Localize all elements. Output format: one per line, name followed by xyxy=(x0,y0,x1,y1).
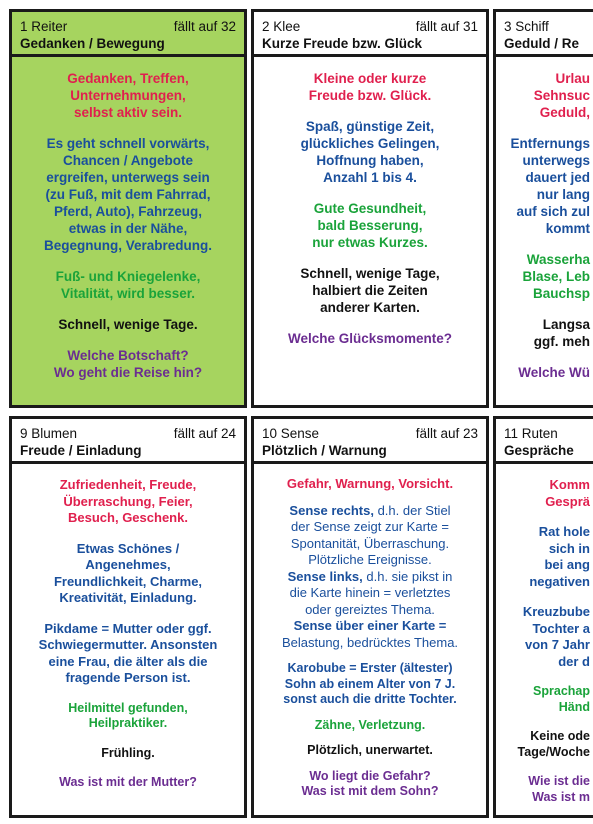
card-text-purple: Welche Wü xyxy=(518,365,590,380)
card-text-blue: Entfernungs unterwegs dauert jed nur lang auf sich zul kommt xyxy=(510,136,590,236)
card-title: 1 Reiter xyxy=(20,19,68,34)
card-subtitle: Gedanken / Bewegung xyxy=(20,36,165,51)
card-header xyxy=(12,419,244,464)
card-text-purple: Wo liegt die Gefahr? Was ist mit dem Sohn? xyxy=(301,768,439,798)
card-body xyxy=(12,464,244,815)
card-text-purple: Wie ist die Was ist m xyxy=(528,774,590,804)
card-text-black: Plötzlich, unerwartet. xyxy=(307,743,433,757)
card-body xyxy=(254,464,486,815)
card-header xyxy=(12,12,244,57)
card-falls-on: fällt auf 23 xyxy=(415,426,478,441)
sense-left-label: Sense links, xyxy=(287,568,363,584)
card-text-red: Gefahr, Warnung, Vorsicht. xyxy=(286,476,454,491)
card-1-reiter xyxy=(9,9,247,408)
card-falls-on: fällt auf 24 xyxy=(173,426,236,441)
card-header xyxy=(254,12,486,57)
card-title: 2 Klee xyxy=(262,19,301,34)
card-text-black: Langsa ggf. meh xyxy=(533,317,590,349)
card-text-blue-2: Karobube = Erster (ältester) Sohn ab einem Alter von 7 J. sonst auch die dritte Tochter. xyxy=(283,661,457,706)
sense-above-text: Belastung, bedrücktes Thema. xyxy=(281,634,459,650)
card-header xyxy=(496,419,593,464)
card-text-blue: Spaß, günstige Zeit, glückliches Gelingen, Hoffnung haben, Anzahl 1 bis 4. xyxy=(300,119,440,185)
card-3-schiff xyxy=(493,9,593,408)
card-text-red: Komm Gesprä xyxy=(545,477,590,509)
card-text-green: Heilmittel gefunden, Heilpraktiker. xyxy=(68,700,188,730)
card-2-klee xyxy=(251,9,489,408)
card-title: 11 Ruten xyxy=(504,426,558,441)
card-text-blue-2: Kreuzbube Tochter a von 7 Jahr der d xyxy=(522,604,590,669)
card-title: 10 Sense xyxy=(262,426,320,441)
card-text-red: Gedanken, Treffen, Unternehmungen, selbst aktiv sein. xyxy=(67,71,189,120)
card-text-green: Fuß- und Kniegelenke, Vitalität, wird besser. xyxy=(55,269,201,301)
card-subtitle: Plötzlich / Warnung xyxy=(262,443,387,458)
card-header xyxy=(254,419,486,464)
card-subtitle: Freude / Einladung xyxy=(20,443,142,458)
card-text-green: Wasserha Blase, Leb Bauchsp xyxy=(522,252,590,301)
card-text-purple: Was ist mit der Mutter? xyxy=(59,775,197,789)
card-text-green: Gute Gesundheit, bald Besserung, nur etwas Kurzes. xyxy=(312,201,428,250)
card-11-ruten xyxy=(493,416,593,818)
card-text-green: Sprachap Händ xyxy=(533,684,590,714)
card-text-green: Zähne, Verletzung. xyxy=(314,717,426,732)
card-text-black: Keine ode Tage/Woche xyxy=(517,729,590,759)
card-text-blue: Etwas Schönes / Angenehmes, Freundlichkeit, Charme, Kreativität, Einladung. xyxy=(53,540,203,605)
card-text-blue xyxy=(260,503,480,652)
card-text-blue: Es geht schnell vorwärts, Chancen / Angebote ergreifen, unterwegs sein (zu Fuß, mit dem Fahrrad, Pferd, Auto), Fahrzeug, etwas in der Nähe, Begegnung, Verabredung. xyxy=(43,136,213,253)
card-text-red: Kleine oder kurze Freude bzw. Glück. xyxy=(308,71,432,103)
card-text-red: Zufriedenheit, Freude, Überraschung, Feier, Besuch, Geschenk. xyxy=(59,477,197,525)
card-title: 9 Blumen xyxy=(20,426,78,441)
card-text-blue: Rat hole sich in bei ang negativen xyxy=(529,524,590,589)
card-text-black: Frühling. xyxy=(101,745,155,760)
card-text-purple: Welche Glücksmomente? xyxy=(287,331,453,346)
card-9-blumen xyxy=(9,416,247,818)
sense-right-text: d.h. der Stiel der Sense zeigt zur Karte = Spontanität, Überraschung. Plötzliche Ereignisse. xyxy=(290,502,451,567)
card-text-red: Urlau Sehnsuc Geduld, xyxy=(533,71,590,120)
card-title: 3 Schiff xyxy=(504,19,549,34)
sense-right-label: Sense rechts, xyxy=(289,502,374,518)
card-subtitle: Gespräche xyxy=(504,443,574,458)
card-body xyxy=(496,57,593,405)
sense-left-text: d.h. sie pikst in die Karte hinein = verletztes oder gereiztes Thema. xyxy=(289,568,453,617)
card-body xyxy=(496,464,593,815)
card-subtitle: Kurze Freude bzw. Glück xyxy=(262,36,423,51)
card-10-sense xyxy=(251,416,489,818)
card-text-blue-2: Pikdame = Mutter oder ggf. Schwiegermutter. Ansonsten eine Frau, die älter als die fragende Person ist. xyxy=(38,620,218,685)
card-subtitle: Geduld / Re xyxy=(504,36,580,51)
card-text-black: Schnell, wenige Tage, halbiert die Zeiten anderer Karten. xyxy=(300,266,440,315)
card-text-purple: Welche Botschaft? Wo geht die Reise hin? xyxy=(53,348,203,380)
card-falls-on: fällt auf 32 xyxy=(173,19,236,34)
card-text-black: Schnell, wenige Tage. xyxy=(58,317,198,332)
card-body xyxy=(12,57,244,405)
card-body xyxy=(254,57,486,405)
card-falls-on: fällt auf 31 xyxy=(415,19,478,34)
card-header xyxy=(496,12,593,57)
sense-above-label: Sense über einer Karte = xyxy=(293,618,447,633)
